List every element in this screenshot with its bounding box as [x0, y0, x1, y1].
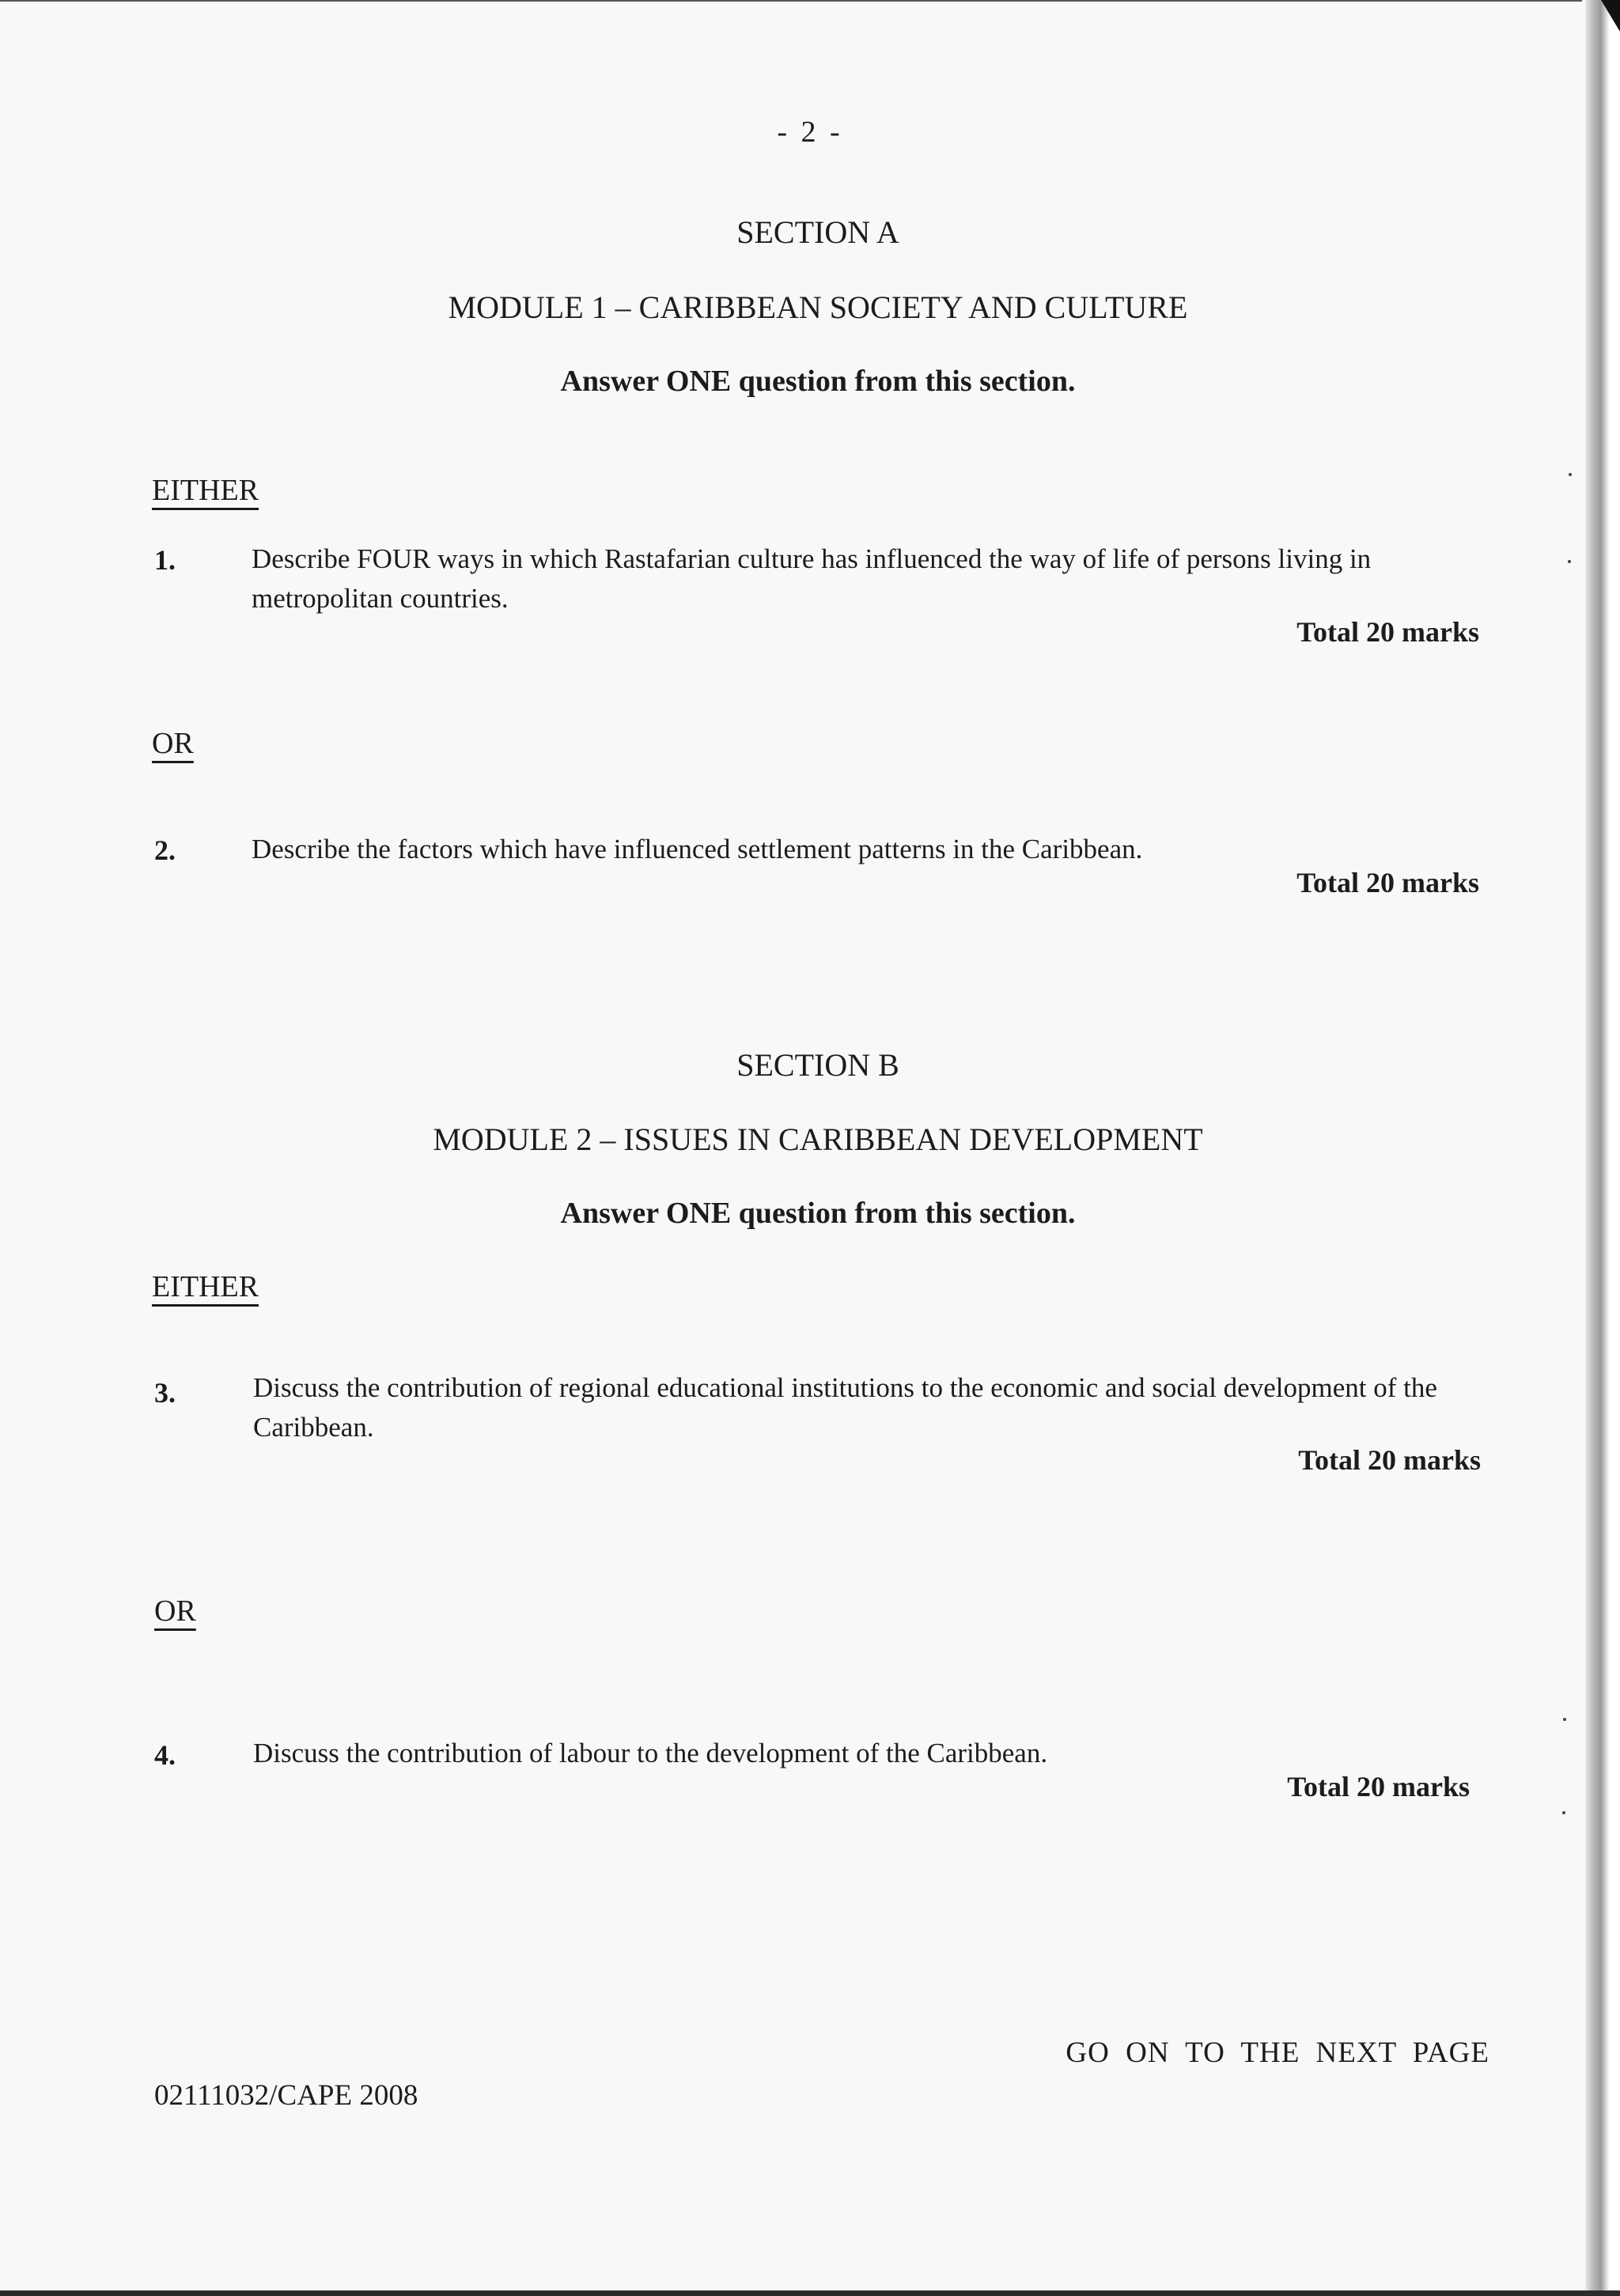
scan-corner-mark [1601, 0, 1620, 32]
next-page-notice: GO ON TO THE NEXT PAGE [1065, 2037, 1489, 2069]
module-2-title: MODULE 2 – ISSUES IN CARIBBEAN DEVELOPMENT [433, 1122, 1203, 1157]
exam-code: 02111032/CAPE 2008 [154, 2079, 418, 2112]
section-a-or-label: OR [152, 727, 194, 760]
scan-speck [1569, 473, 1572, 476]
section-a-title: SECTION A [736, 214, 899, 250]
scan-speck [1562, 1811, 1565, 1814]
question-1-text: Describe FOUR ways in which Rastafarian culture has influenced the way of life of persons living in metropolitan countries. [252, 543, 1372, 614]
question-4-marks: Total 20 marks [1287, 1771, 1470, 1802]
page-number: - 2 - [777, 115, 843, 149]
question-3-marks: Total 20 marks [1298, 1444, 1481, 1476]
question-2-text: Describe the factors which have influenced settlement patterns in the Caribbean. [252, 834, 1143, 864]
question-1-marks: Total 20 marks [1296, 616, 1479, 648]
question-4-number: 4. [154, 1739, 176, 1771]
question-3-text: Discuss the contribution of regional educational institutions to the economic and social development of the Caribbean. [253, 1372, 1437, 1443]
question-3-number: 3. [154, 1377, 176, 1409]
scan-bottom-edge [0, 2290, 1620, 2296]
section-a-either-label: EITHER [152, 474, 259, 507]
section-b-title: SECTION B [736, 1047, 899, 1083]
section-b-or-label: OR [154, 1594, 196, 1628]
module-1-title: MODULE 1 – CARIBBEAN SOCIETY AND CULTURE [448, 289, 1188, 325]
section-a-instruction: Answer ONE question from this section. [560, 365, 1076, 398]
section-b-either-label: EITHER [152, 1270, 259, 1303]
question-2-marks: Total 20 marks [1296, 867, 1479, 898]
question-1-number: 1. [154, 544, 176, 576]
scan-top-edge [0, 0, 1582, 2]
scan-speck [1568, 560, 1571, 563]
scan-speck [1563, 1718, 1566, 1721]
question-4-text: Discuss the contribution of labour to the development of the Caribbean. [253, 1738, 1048, 1768]
section-b-instruction: Answer ONE question from this section. [560, 1197, 1076, 1230]
question-2-number: 2. [154, 834, 176, 866]
